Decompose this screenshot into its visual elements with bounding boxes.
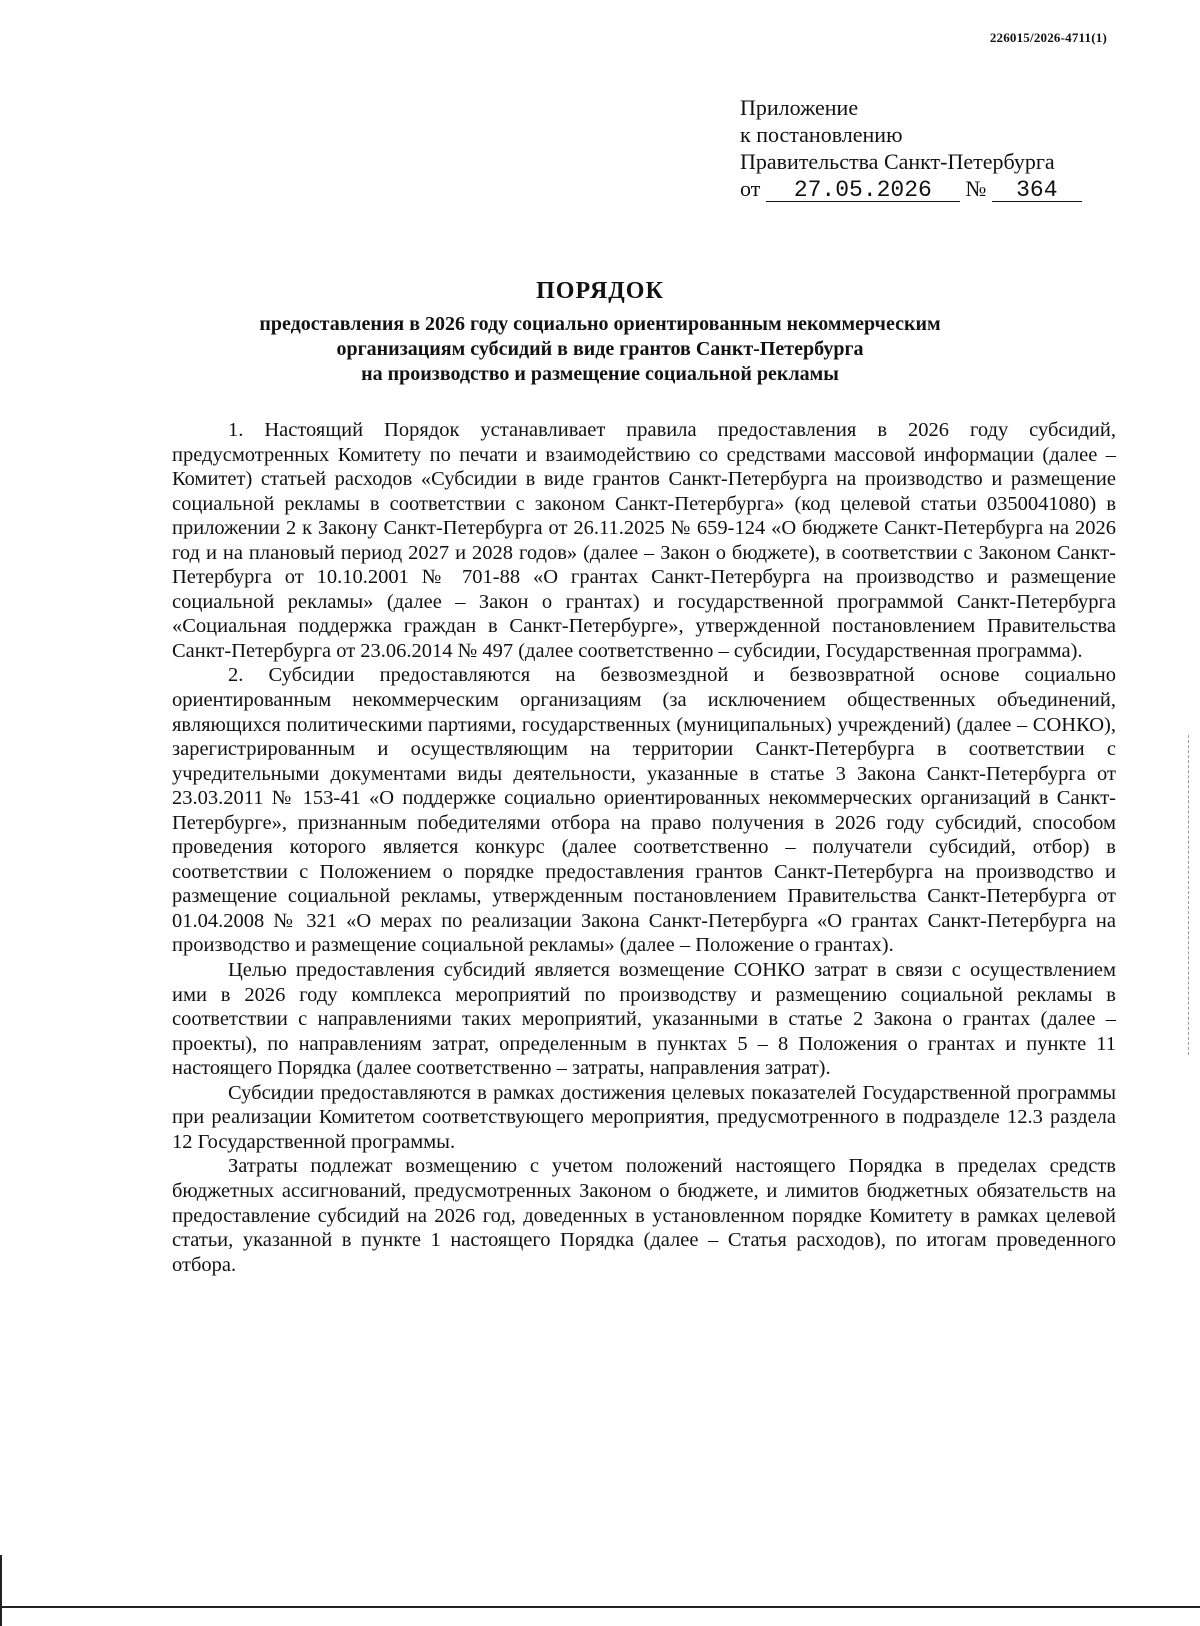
from-label: от bbox=[740, 176, 761, 201]
scan-margin-mark bbox=[1188, 735, 1190, 1055]
appendix-date-line bbox=[740, 175, 1082, 202]
appendix-block bbox=[740, 94, 1082, 202]
decree-date: 27.05.2026 bbox=[766, 179, 960, 202]
document-body bbox=[172, 418, 1116, 1277]
paragraph-2: 2. Субсидии предоставляются на безвозмездной и безвозвратной основе социально ориентированным некоммерческим организациям (за исключением общественных объединений, являющихся политическими партиями, государственных (муниципальных) учреждений) (далее – СОНКО), зарегистрированным и осуществляющим на территории Санкт-Петербурга в соответствии с учредительными документами виды деятельности, указанные в статье 3 Закона Санкт-Петербурга от 23.03.2011 № 153-41 «О поддержке социально ориентированных некоммерческих организаций в Санкт-Петербурге», признанным победителями отбора на право получения в 2026 году субсидий, способом проведения которого является конкурс (далее соответственно – получатели субсидий, отбор) в соответствии с Положением о порядке предоставления грантов Санкт-Петербурга на производство и размещение социальной рекламы, утвержденным постановлением Правительства Санкт-Петербурга от 01.04.2008 № 321 «О мерах по реализации Закона Санкт-Петербурга «О грантах Санкт-Петербурга на производство и размещение социальной рекламы» (далее – Положение о грантах). bbox=[172, 664, 1116, 957]
paragraph-4: Субсидии предоставляются в рамках достижения целевых показателей Государственной программы при реализации Комитетом соответствующего мероприятия, предусмотренного в подразделе 12.3 раздела 12 Государственной программы. bbox=[172, 1081, 1116, 1153]
subtitle-line-3: на производство и размещение социальной рекламы bbox=[361, 363, 839, 385]
appendix-line-3: Правительства Санкт-Петербурга bbox=[740, 149, 1055, 174]
document-title: ПОРЯДОК bbox=[536, 278, 664, 304]
appendix-line-2: к постановлению bbox=[740, 122, 903, 147]
document-subtitle bbox=[0, 312, 1200, 387]
document-registration-number: 226015/2026-4711(1) bbox=[989, 30, 1107, 45]
appendix-line-1: Приложение bbox=[740, 95, 859, 120]
scan-edge-bottom bbox=[0, 1606, 1200, 1608]
paragraph-5: Затраты подлежат возмещению с учетом положений настоящего Порядка в пределах средств бюджетных ассигнований, предусмотренных Законом о бюджете, и лимитов бюджетных обязательств на предоставление субсидий на 2026 год, доведенных в установленном порядке Комитету в рамках целевой статьи, указанной в пункте 1 настоящего Порядка (далее – Статья расходов), по итогам проведенного отбора. bbox=[172, 1155, 1116, 1276]
paragraph-3: Целью предоставления субсидий является возмещение СОНКО затрат в связи с осуществлением ими в 2026 году комплекса мероприятий по производству и размещению социальной рекламы в соответствии с направлениями таких мероприятий, указанными в статье 2 Закона о грантах (далее – проекты), по направлениям затрат, определенным в пунктах 5 – 8 Положения о грантах и пункте 11 настоящего Порядка (далее соответственно – затраты, направления затрат). bbox=[172, 959, 1116, 1080]
subtitle-line-1: предоставления в 2026 году социально ориентированным некоммерческим bbox=[259, 313, 941, 335]
subtitle-line-2: организациям субсидий в виде грантов Санкт-Петербурга bbox=[336, 338, 864, 360]
paragraph-1: 1. Настоящий Порядок устанавливает правила предоставления в 2026 году субсидий, предусмотренных Комитету по печати и взаимодействию со средствами массовой информации (далее – Комитет) статьей расходов «Субсидии в виде грантов Санкт-Петербурга на производство и размещение социальной рекламы в соответствии с законом Санкт-Петербурга» (код целевой статьи 0350041080) в приложении 2 к Закону Санкт-Петербурга от 26.11.2025 № 659-124 «О бюджете Санкт-Петербурга на 2026 год и на плановый период 2027 и 2028 годов» (далее – Закон о бюджете), в соответствии с Законом Санкт-Петербурга от 10.10.2001 № 701-88 «О грантах Санкт-Петербурга на производство и размещение социальной рекламы» (далее – Закон о грантах) и государственной программой Санкт-Петербурга «Социальная поддержка граждан в Санкт-Петербурге», утвержденной постановлением Правительства Санкт-Петербурга от 23.06.2014 № 497 (далее соответственно – субсидии, Государственная программа). bbox=[172, 419, 1116, 662]
decree-number: 364 bbox=[992, 179, 1082, 202]
number-label: № bbox=[965, 176, 987, 201]
scan-edge-left bbox=[0, 1555, 2, 1626]
